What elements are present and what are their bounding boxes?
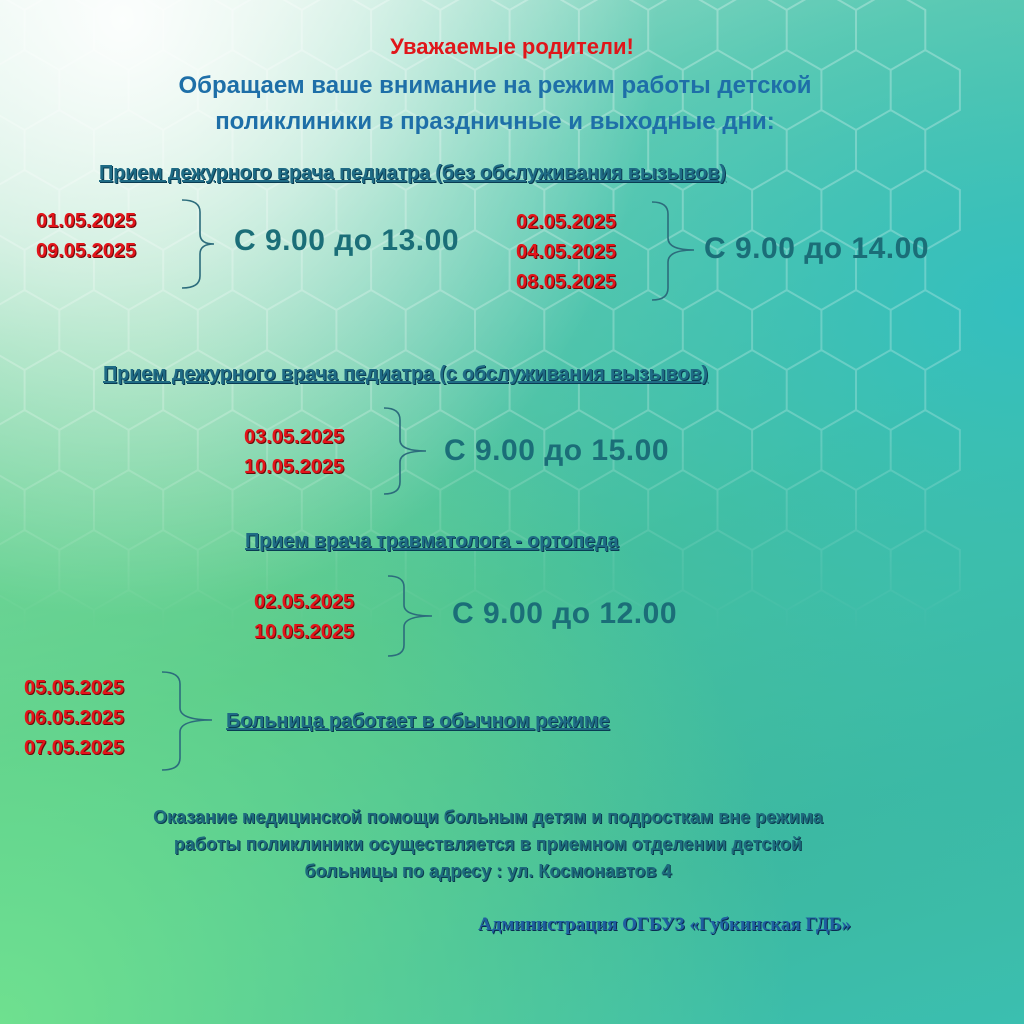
brace-icon <box>382 406 430 496</box>
intro-line-2: поликлиники в праздничные и выходные дни: <box>215 108 775 135</box>
note-text <box>0 804 976 885</box>
section1-heading: Прием дежурного врача педиатра (без обслуживания вызывов) <box>99 162 726 184</box>
section1-groupA-time: С 9.00 до 13.00 <box>234 224 459 257</box>
section3-dates <box>254 587 354 647</box>
date-item: 05.05.2025 <box>24 677 125 699</box>
date-item: 02.05.2025 <box>516 211 617 233</box>
brace-icon <box>650 200 698 302</box>
date-item: 10.05.2025 <box>244 456 345 478</box>
section3-time: С 9.00 до 12.00 <box>452 597 677 630</box>
section2-heading: Прием дежурного врача педиатра (с обслуживания вызывов) <box>103 363 708 385</box>
date-item: 07.05.2025 <box>24 737 125 759</box>
intro-line-1: Обращаем ваше внимание на режим работы детской <box>178 72 812 99</box>
section1-groupB-dates <box>516 207 616 297</box>
date-item: 10.05.2025 <box>254 621 355 643</box>
brace-icon <box>180 198 220 290</box>
date-item: 02.05.2025 <box>254 591 355 613</box>
section4-dates <box>24 673 124 763</box>
brace-icon <box>160 670 216 772</box>
section1-groupA-dates <box>36 206 136 266</box>
signature: Администрация ОГБУЗ «Губкинская ГДБ» <box>478 914 851 935</box>
date-item: 08.05.2025 <box>516 271 617 293</box>
section4-status: Больница работает в обычном режиме <box>226 710 610 732</box>
date-item: 09.05.2025 <box>36 240 137 262</box>
greeting-title: Уважаемые родители! <box>390 34 634 59</box>
brace-icon <box>386 574 436 658</box>
section2-time: С 9.00 до 15.00 <box>444 434 669 467</box>
note-line-2: работы поликлиники осуществляется в приемном отделении детской <box>173 834 803 854</box>
date-item: 06.05.2025 <box>24 707 125 729</box>
date-item: 03.05.2025 <box>244 426 345 448</box>
section3-heading: Прием врача травматолога - ортопеда <box>245 530 619 552</box>
date-item: 04.05.2025 <box>516 241 617 263</box>
section1-groupB-time: С 9.00 до 14.00 <box>704 232 929 265</box>
note-line-1: Оказание медицинской помощи больным детям и подросткам вне режима <box>153 807 823 827</box>
section2-dates <box>244 422 344 482</box>
date-item: 01.05.2025 <box>36 210 137 232</box>
note-line-3: больницы по адресу : ул. Космонавтов 4 <box>304 861 672 881</box>
